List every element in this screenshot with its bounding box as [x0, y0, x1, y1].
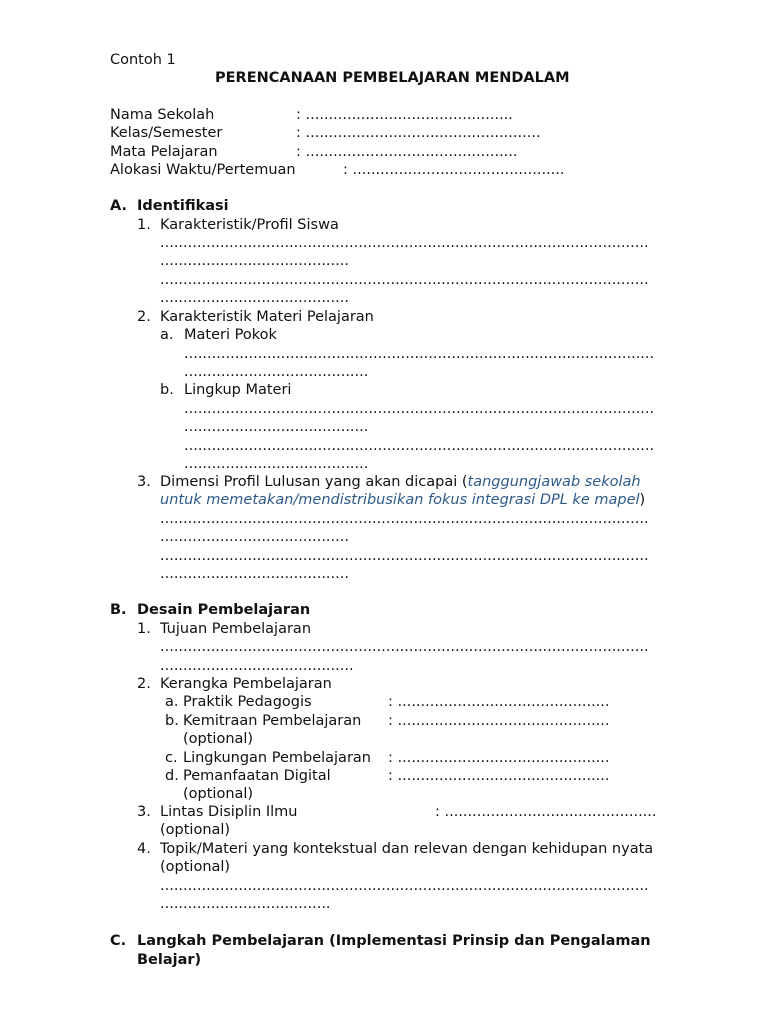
- b2b-letter: b.: [165, 713, 179, 729]
- b4-label: Topik/Materi yang kontekstual dan relevan dengan kehidupan nyata: [160, 841, 654, 857]
- b2c-letter: c.: [165, 750, 178, 766]
- a1-dots-line-4: .........................................: [160, 290, 349, 306]
- a2a-label: Materi Pokok: [184, 327, 277, 343]
- class-semester-label: Kelas/Semester: [110, 125, 223, 141]
- a2a-dots-line-1: ......................................................................................................: [184, 346, 655, 362]
- a2-label: Karakteristik Materi Pelajaran: [160, 309, 374, 325]
- a3-note-line-2: untuk memetakan/mendistribusikan fokus integrasi DPL ke mapel: [160, 492, 640, 508]
- document-title: PERENCANAAN PEMBELAJARAN MENDALAM: [215, 70, 570, 86]
- school-name-field: : .............................................: [296, 107, 513, 123]
- a1-dots-line-2: .........................................: [160, 253, 349, 269]
- a3-dots-line-1: ..........................................................................................................: [160, 511, 649, 527]
- b1-dots-line-1: ..........................................................................................................: [160, 639, 649, 655]
- a1-label: Karakteristik/Profil Siswa: [160, 217, 339, 233]
- b3-label: Lintas Disiplin Ilmu: [160, 804, 298, 820]
- b2d-optional: (optional): [183, 786, 254, 802]
- a2a-letter: a.: [160, 327, 174, 343]
- b1-label: Tujuan Pembelajaran: [160, 621, 312, 637]
- b4-number: 4.: [137, 841, 151, 857]
- b1-number: 1.: [137, 621, 151, 637]
- section-c-title-line-1: Langkah Pembelajaran (Implementasi Prinsip dan Pengalaman: [137, 933, 651, 949]
- a2b-dots-line-1: ......................................................................................................: [184, 401, 655, 417]
- document-label: Contoh 1: [110, 52, 176, 68]
- time-allocation-label: Alokasi Waktu/Pertemuan: [110, 162, 296, 178]
- a3-number: 3.: [137, 474, 151, 490]
- a2b-letter: b.: [160, 382, 174, 398]
- a1-number: 1.: [137, 217, 151, 233]
- a2b-dots-line-4: ........................................: [184, 456, 369, 472]
- a2b-dots-line-2: ........................................: [184, 419, 369, 435]
- a2b-dots-line-3: ......................................................................................................: [184, 438, 655, 454]
- b3-field: : ..............................................: [435, 804, 657, 820]
- a3-label-line-1: [160, 473, 641, 491]
- b2b-field: : ..............................................: [388, 713, 610, 729]
- b2c-field: : ..............................................: [388, 750, 610, 766]
- a3-label-line-2: [160, 491, 645, 509]
- b2d-field: : ..............................................: [388, 768, 610, 784]
- a3-close-paren: ): [639, 492, 646, 508]
- section-a-title: Identifikasi: [137, 198, 229, 214]
- b4-dots-line-2: .....................................: [160, 896, 331, 912]
- a2a-dots-line-2: ........................................: [184, 364, 369, 380]
- section-c-title-line-2: Belajar): [137, 952, 202, 968]
- section-b-title: Desain Pembelajaran: [137, 602, 311, 618]
- section-a-letter: A.: [110, 198, 127, 214]
- b2a-letter: a.: [165, 694, 179, 710]
- subject-field: : ..............................................: [296, 144, 518, 160]
- a3-dots-line-2: .........................................: [160, 529, 349, 545]
- b4-dots-line-1: ..........................................................................................................: [160, 878, 649, 894]
- b2-label: Kerangka Pembelajaran: [160, 676, 332, 692]
- b2c-label: Lingkungan Pembelajaran: [183, 750, 371, 766]
- school-name-label: Nama Sekolah: [110, 107, 215, 123]
- b1-dots-line-2: ..........................................: [160, 658, 354, 674]
- b3-number: 3.: [137, 804, 151, 820]
- b2a-label: Praktik Pedagogis: [183, 694, 312, 710]
- a3-dots-line-4: .........................................: [160, 566, 349, 582]
- b2d-letter: d.: [165, 768, 179, 784]
- a2-number: 2.: [137, 309, 151, 325]
- class-semester-field: : ...................................................: [296, 125, 541, 141]
- a1-dots-line-3: ..........................................................................................................: [160, 272, 649, 288]
- time-allocation-field: : ..............................................: [343, 162, 565, 178]
- b4-optional: (optional): [160, 859, 231, 875]
- section-c-letter: C.: [110, 933, 127, 949]
- subject-label: Mata Pelajaran: [110, 144, 218, 160]
- b2a-field: : ..............................................: [388, 694, 610, 710]
- a3-dots-line-3: ..........................................................................................................: [160, 548, 649, 564]
- b2-number: 2.: [137, 676, 151, 692]
- b3-optional: (optional): [160, 822, 231, 838]
- b2b-optional: (optional): [183, 731, 254, 747]
- b2d-label: Pemanfaatan Digital: [183, 768, 331, 784]
- section-b-letter: B.: [110, 602, 127, 618]
- b2b-label: Kemitraan Pembelajaran: [183, 713, 362, 729]
- a1-dots-line-1: ..........................................................................................................: [160, 235, 649, 251]
- a2b-label: Lingkup Materi: [184, 382, 292, 398]
- a3-note-line-1: tanggungjawab sekolah: [467, 474, 641, 490]
- a3-label: Dimensi Profil Lulusan yang akan dicapai (: [160, 474, 468, 490]
